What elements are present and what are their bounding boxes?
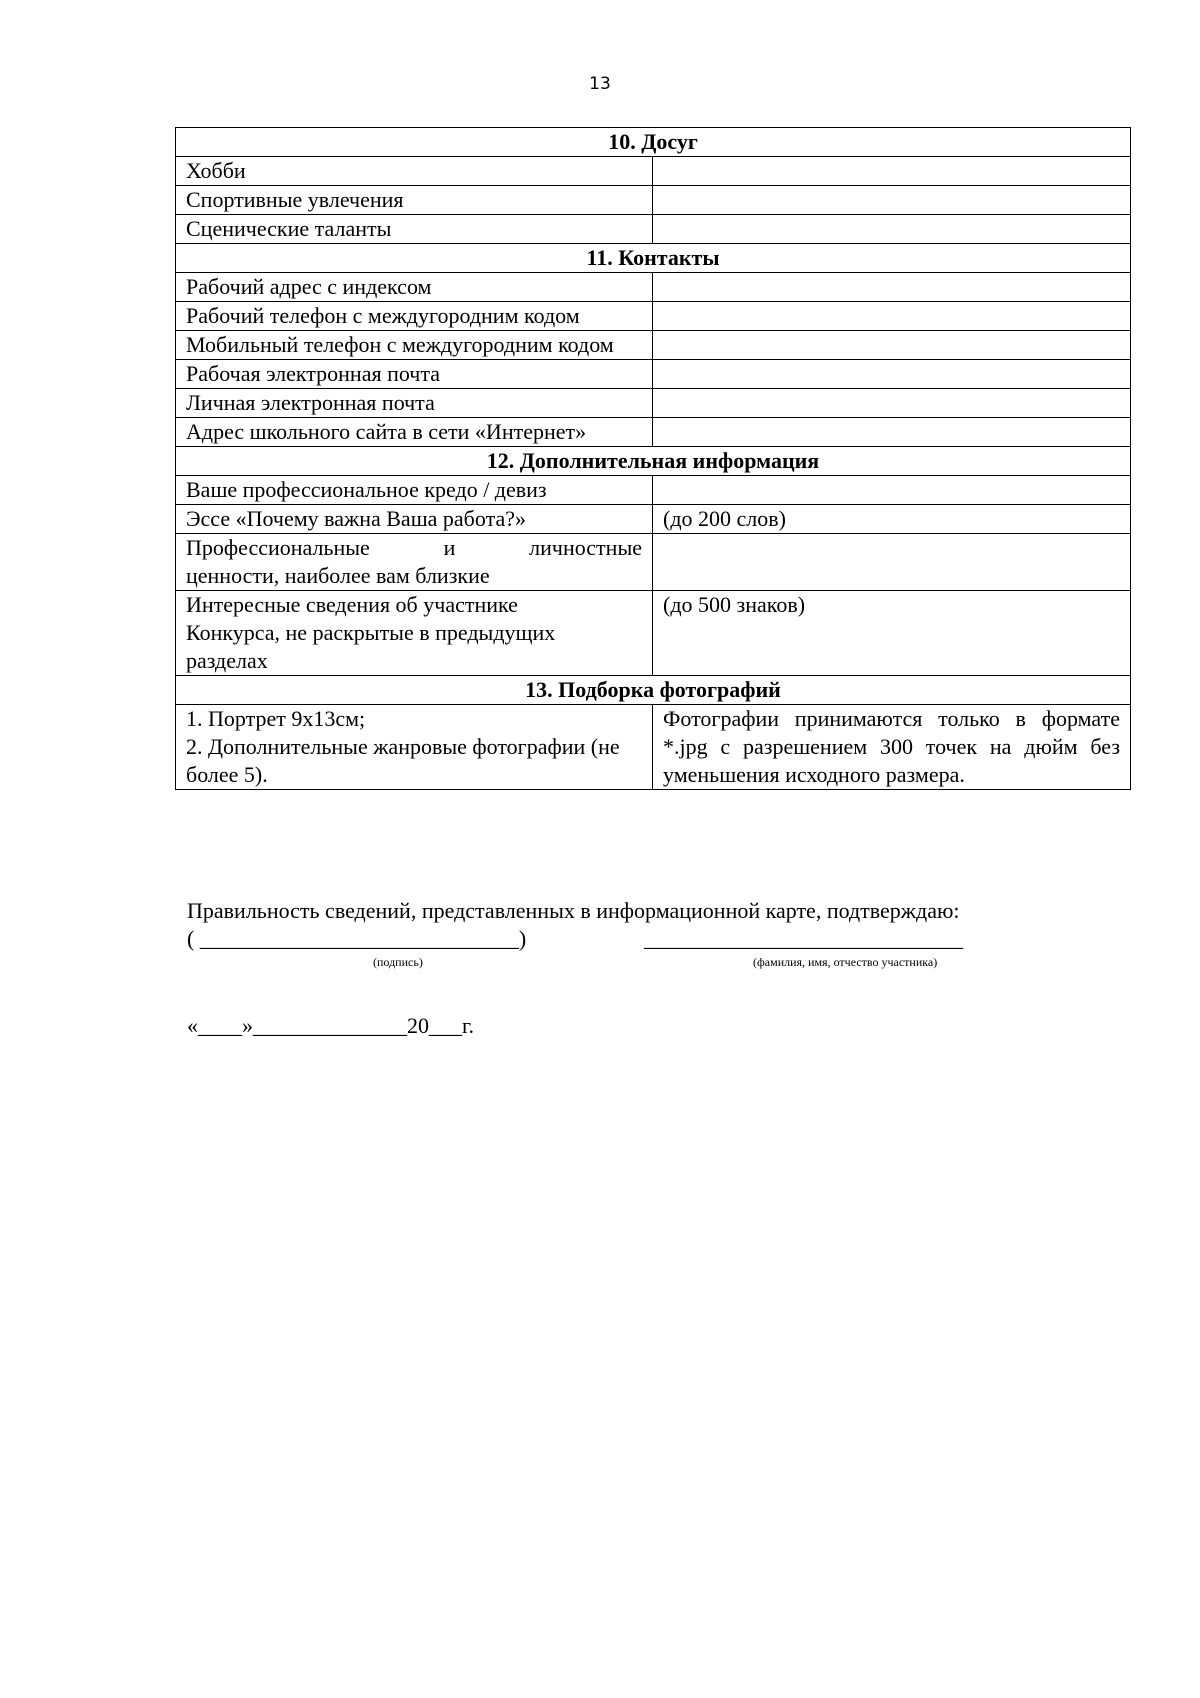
field-label-values-line2: ценности, наиболее вам близкие [186,563,490,588]
field-value-work-phone[interactable] [653,302,1131,331]
section-title-leisure: 10. Досуг [176,128,1131,157]
field-label-photos-line1: 1. Портрет 9х13см; [186,706,366,731]
field-label-hobby: Хобби [176,157,653,186]
field-value-mobile-phone[interactable] [653,331,1131,360]
section-title-photos: 13. Подборка фотографий [176,676,1131,705]
field-value-work-email[interactable] [653,360,1131,389]
field-label-values-line1: Профессиональные и личностные [186,535,642,560]
field-label-essay: Эссе «Почему важна Ваша работа?» [176,505,653,534]
field-label-credo: Ваше профессиональное кредо / девиз [176,476,653,505]
table-row [176,273,1131,302]
field-label-work-email: Рабочая электронная почта [176,360,653,389]
table-row [176,591,1131,676]
section-title-additional-info: 12. Дополнительная информация [176,447,1131,476]
field-label-sports: Спортивные увлечения [176,186,653,215]
table-row [176,705,1131,790]
name-caption: (фамилия, имя, отчество участника) [753,955,938,969]
table-row [176,389,1131,418]
field-label-values [176,534,653,591]
confirmation-text: Правильность сведений, представленных в информационной карте, подтверждаю: [187,898,960,923]
table-row [176,418,1131,447]
field-label-stage-talents: Сценические таланты [176,215,653,244]
table-row [176,505,1131,534]
section-header-row [176,676,1131,705]
table-row [176,534,1131,591]
signature-caption: (подпись) [373,955,423,969]
field-label-interesting-facts: Интересные сведения об участнике Конкурса, не раскрытые в предыдущих разделах [176,591,653,676]
field-value-personal-email[interactable] [653,389,1131,418]
signature-line[interactable]: ( _____________________________) [187,926,527,951]
field-value-credo[interactable] [653,476,1131,505]
field-label-school-website: Адрес школьного сайта в сети «Интернет» [176,418,653,447]
field-value-values[interactable] [653,534,1131,591]
section-header-row [176,447,1131,476]
table-row [176,302,1131,331]
section-header-row [176,244,1131,273]
field-value-stage-talents[interactable] [653,215,1131,244]
field-label-work-address: Рабочий адрес с индексом [176,273,653,302]
section-title-contacts: 11. Контакты [176,244,1131,273]
page-number: 13 [589,74,611,94]
information-card-table [175,127,1131,790]
table-row [176,157,1131,186]
table-row [176,186,1131,215]
name-line[interactable]: _____________________________ [644,926,963,951]
field-label-photos-line2: 2. Дополнительные жанровые фотографии (не более 5). [186,734,620,787]
field-value-sports[interactable] [653,186,1131,215]
field-label-personal-email: Личная электронная почта [176,389,653,418]
field-value-interesting-facts[interactable]: (до 500 знаков) [653,591,1131,676]
field-label-mobile-phone: Мобильный телефон с междугородним кодом [176,331,653,360]
field-value-hobby[interactable] [653,157,1131,186]
field-value-photos: Фотографии принимаются только в формате *.jpg с разрешением 300 точек на дюйм без уменьшения исходного размера. [653,705,1131,790]
table-row [176,476,1131,505]
field-value-school-website[interactable] [653,418,1131,447]
section-header-row [176,128,1131,157]
table-row [176,360,1131,389]
date-line[interactable]: «____»______________20___г. [187,1013,475,1038]
table-row [176,215,1131,244]
field-label-work-phone: Рабочий телефон с междугородним кодом [176,302,653,331]
field-value-work-address[interactable] [653,273,1131,302]
field-label-photos [176,705,653,790]
field-value-essay[interactable]: (до 200 слов) [653,505,1131,534]
table-row [176,331,1131,360]
